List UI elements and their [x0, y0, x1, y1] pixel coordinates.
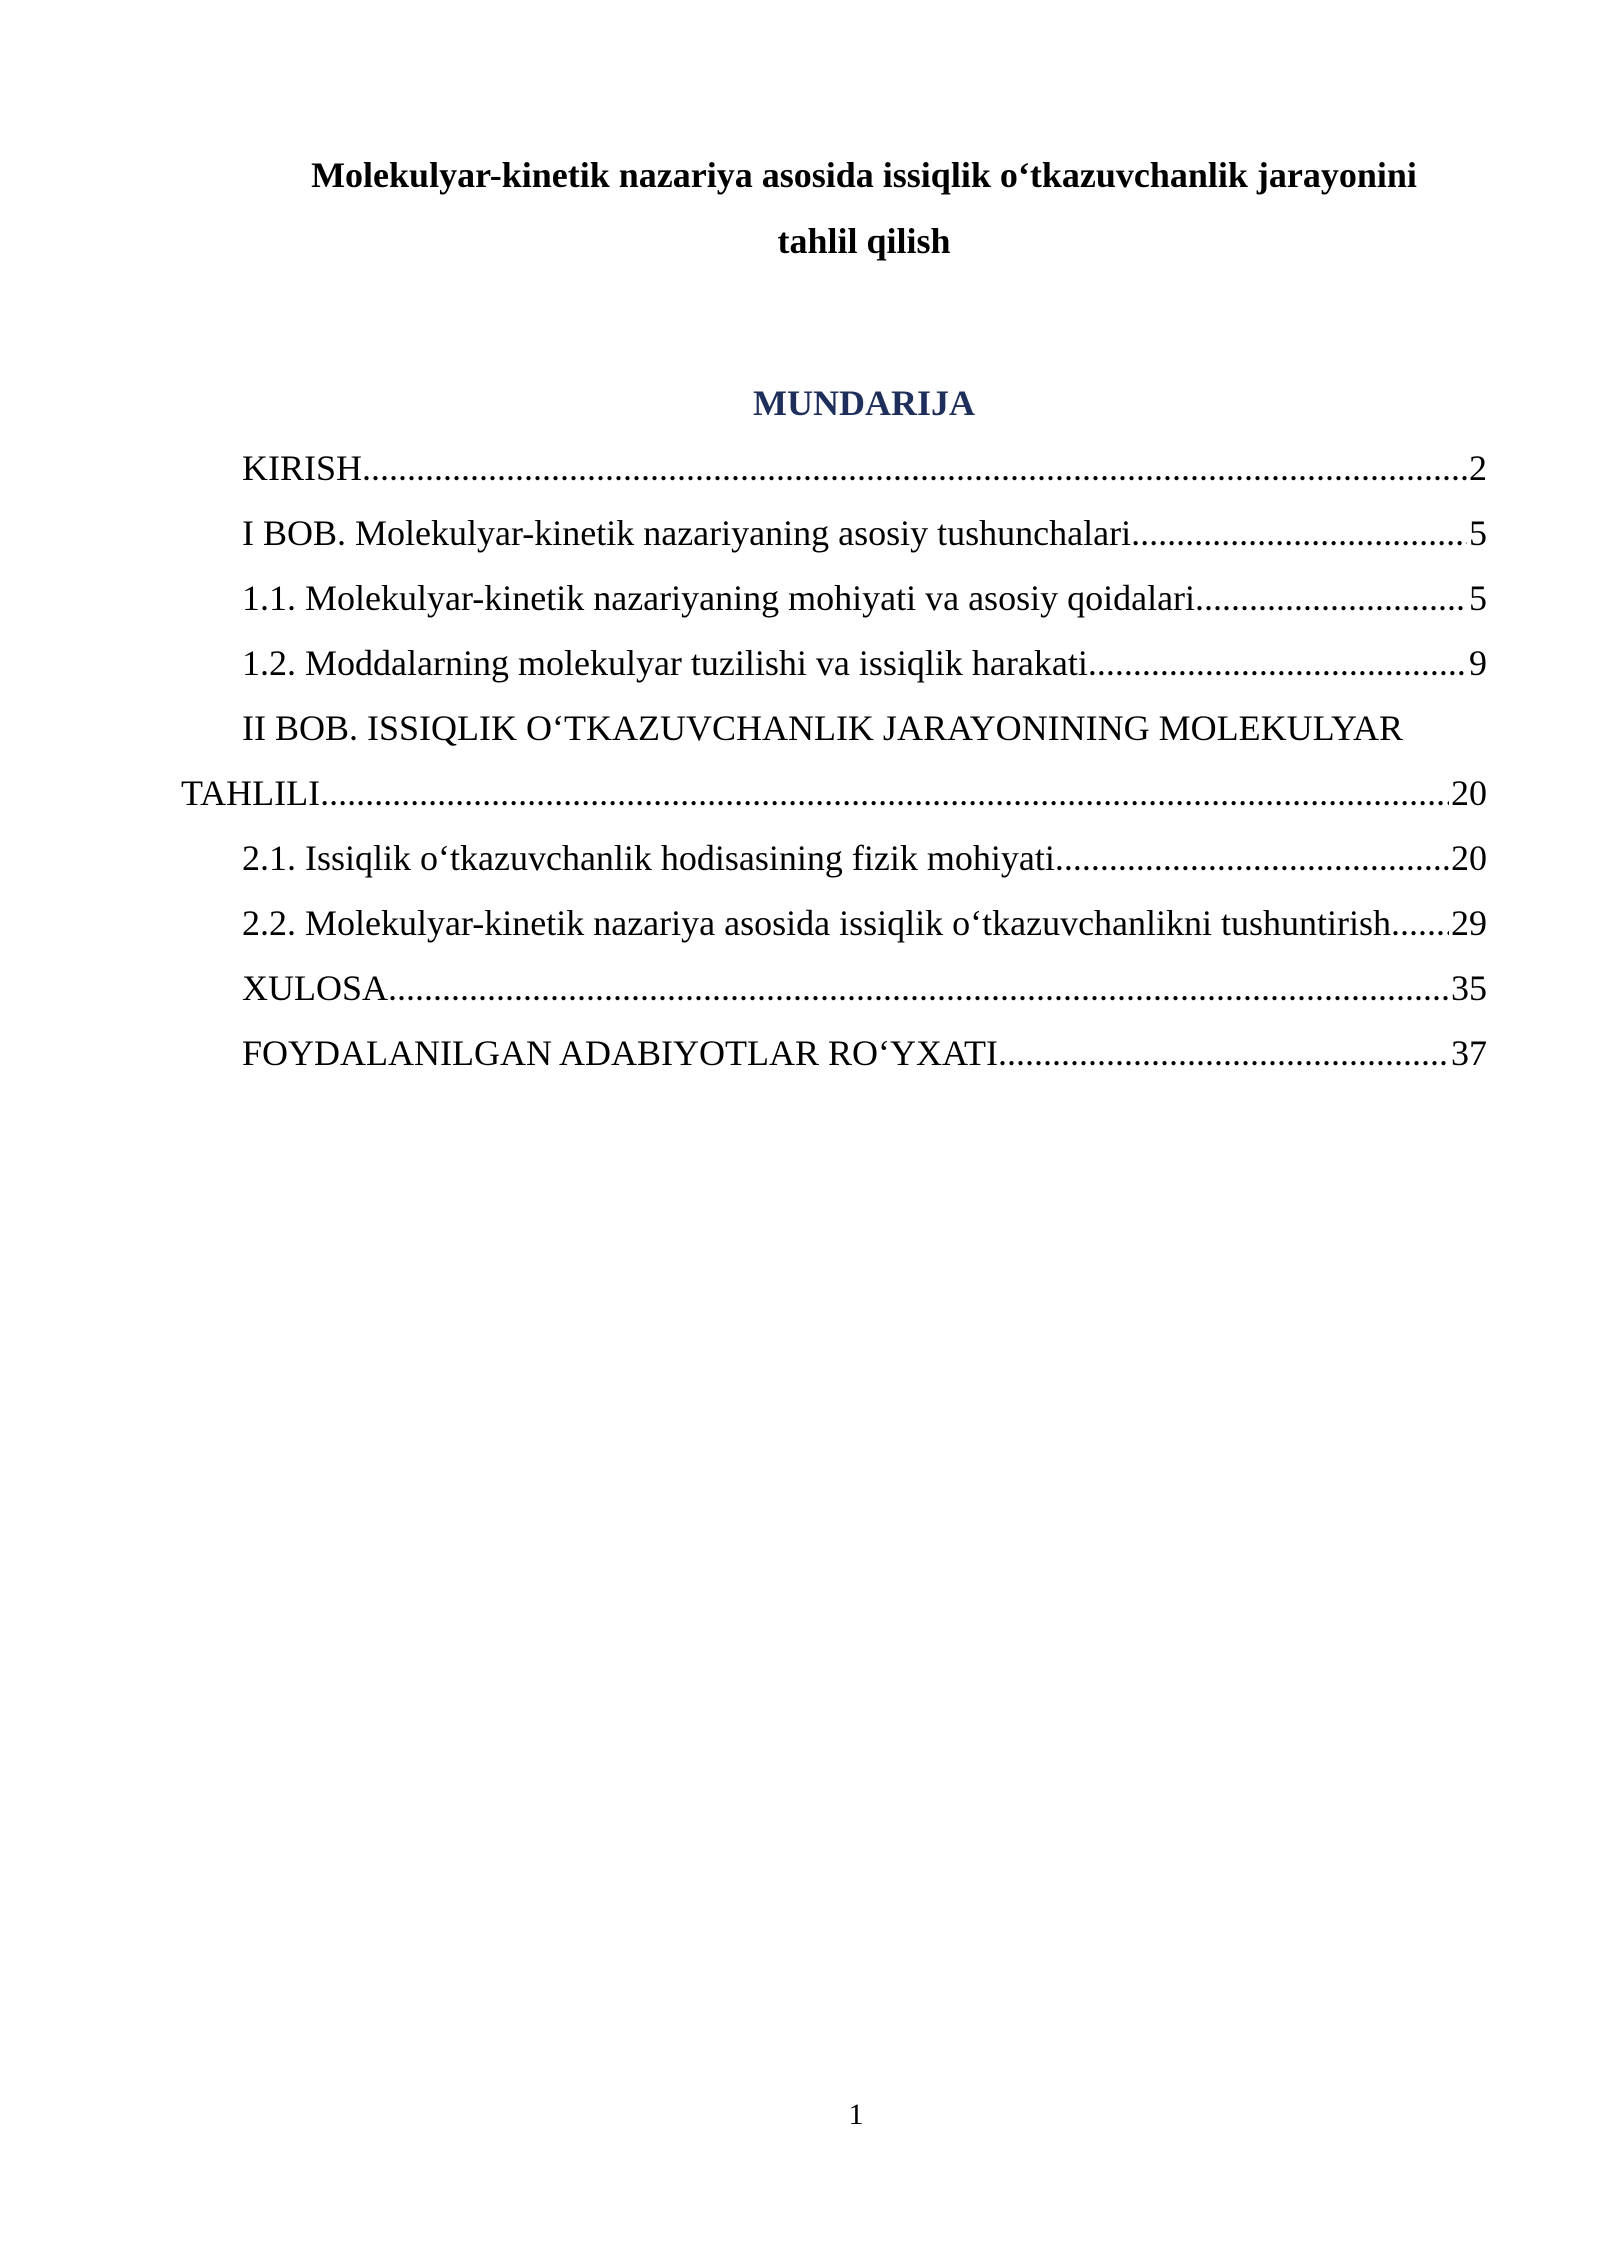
toc-entry-chapter-1[interactable]	[242, 511, 1487, 555]
toc-entry-page: 37	[1451, 1033, 1487, 1073]
toc-entry-label: 1.2. Moddalarning molekulyar tuzilishi va issiqlik harakati	[242, 643, 1088, 683]
toc-entry-label: I BOB. Molekulyar-kinetik nazariyaning asosiy tushunchalari	[242, 513, 1132, 553]
toc-entry-page: 20	[1451, 838, 1487, 878]
toc-entry-page: 35	[1451, 968, 1487, 1008]
toc-entry-page: 20	[1451, 773, 1487, 813]
toc-entry-label: KIRISH	[242, 448, 363, 488]
toc-entry-xulosa[interactable]	[242, 966, 1487, 1010]
toc-entry-section-2-1[interactable]	[242, 836, 1487, 880]
toc-dot-leader	[1055, 836, 1449, 880]
toc-entry-label: 1.1. Molekulyar-kinetik nazariyaning mohiyati va asosiy qoidalari	[242, 578, 1196, 618]
toc-entry-page: 5	[1469, 578, 1487, 618]
document-title-line-1: Molekulyar-kinetik nazariya asosida issiqlik o‘tkazuvchanlik jarayonini	[311, 155, 1417, 195]
toc-entry-page: 29	[1451, 903, 1487, 943]
toc-entry-references[interactable]	[242, 1031, 1487, 1075]
toc-entry-section-1-1[interactable]	[242, 576, 1487, 620]
toc-entry-page: 2	[1469, 448, 1487, 488]
toc-dot-leader	[998, 1031, 1449, 1075]
toc-entry-page: 9	[1469, 643, 1487, 683]
toc-dot-leader	[388, 966, 1449, 1010]
document-title-line-2: tahlil qilish	[777, 221, 951, 261]
toc-entry-section-2-2[interactable]	[242, 901, 1487, 945]
page-number: 1	[848, 2098, 864, 2131]
toc-entry-label: 2.1. Issiqlik o‘tkazuvchanlik hodisasining fizik mohiyati	[242, 838, 1055, 878]
toc-entry-label: FOYDALANILGAN ADABIYOTLAR RO‘YXATI	[242, 1033, 998, 1073]
toc-dot-leader	[1088, 641, 1467, 685]
toc-dot-leader	[1195, 576, 1467, 620]
toc-entry-label: 2.2. Molekulyar-kinetik nazariya asosida issiqlik o‘tkazuvchanlikni tushuntirish	[242, 903, 1392, 943]
toc-dot-leader	[362, 446, 1467, 490]
toc-heading: MUNDARIJA	[753, 383, 975, 423]
toc-entry-kirish[interactable]	[242, 446, 1487, 490]
toc-entry-chapter-2[interactable]	[181, 771, 1487, 815]
toc-dot-leader	[1391, 901, 1449, 945]
toc-entry-label: XULOSA	[242, 968, 389, 1008]
toc-entry-chapter-2-line-1[interactable]: II BOB. ISSIQLIK O‘TKAZUVCHANLIK JARAYONINING MOLEKULYAR	[242, 708, 1403, 748]
toc-entry-section-1-2[interactable]	[242, 641, 1487, 685]
toc-entry-page: 5	[1469, 513, 1487, 553]
toc-dot-leader	[1131, 511, 1467, 555]
toc-dot-leader	[320, 771, 1449, 815]
toc-entry-label: TAHLILI	[181, 773, 321, 813]
